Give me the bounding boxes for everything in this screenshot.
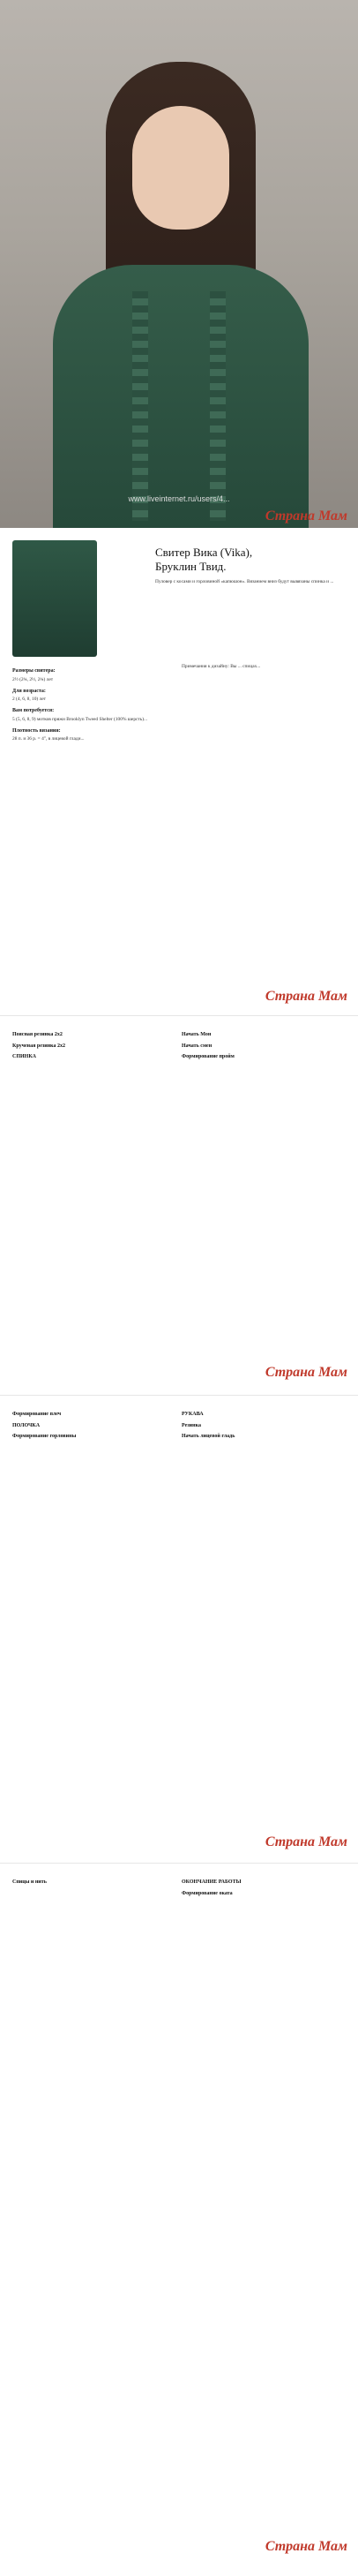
pattern-page-2 bbox=[0, 1021, 358, 1391]
section-heading: Резинка bbox=[182, 1422, 201, 1428]
materials-text: 5 (5, 6, 8, 9) мотков пряжи Brooklyn Tweed Shelter (100% шерсть)... bbox=[12, 716, 148, 722]
sizes-text: 2½ (2¾, 2½, 2¾) лет bbox=[12, 676, 54, 682]
section-heading: РУКАВА bbox=[182, 1412, 204, 1417]
section-heading: Формирование пройм bbox=[182, 1054, 235, 1060]
ages-heading: Для возраста: bbox=[12, 688, 46, 694]
ages-text: 2 (4, 6, 8, 10) лет bbox=[12, 697, 46, 703]
sweater-thumbnail bbox=[12, 540, 97, 657]
divider bbox=[0, 1395, 358, 1396]
watermark: Страна Мам bbox=[265, 1365, 347, 1380]
pattern-page-4 bbox=[0, 1868, 358, 2565]
section-heading: Формирование окатa bbox=[182, 1890, 233, 1896]
watermark: Страна Мам bbox=[265, 2539, 347, 2554]
design-notes: Примечания к дизайну: Вы ... спицах... bbox=[182, 664, 261, 669]
section-heading: Формирование горловины bbox=[12, 1434, 77, 1440]
section-heading: Начать лицевой гладь bbox=[182, 1434, 235, 1440]
section-heading: Формирование плеч bbox=[12, 1412, 62, 1417]
section-heading: Начать смен bbox=[182, 1043, 213, 1049]
pattern-title: Свитер Вика (Vika), Бруклин Твид. bbox=[155, 546, 253, 573]
density-text: 28 п. и 36 р. = 4", в лицевой глади... bbox=[12, 736, 85, 742]
sizes-heading: Размеры свитера: bbox=[12, 668, 56, 674]
child-face bbox=[132, 106, 229, 230]
divider bbox=[0, 1015, 358, 1016]
section-heading: ОКОНЧАНИЕ РАБОТЫ bbox=[182, 1879, 242, 1885]
green-sweater bbox=[53, 265, 309, 528]
section-heading: Начать Мон bbox=[182, 1032, 212, 1037]
section-heading: Крученая резинка 2х2 bbox=[12, 1043, 66, 1049]
materials-heading: Вам потребуется: bbox=[12, 708, 55, 714]
hero-photo bbox=[0, 0, 358, 528]
watermark: Страна Мам bbox=[265, 989, 347, 1004]
section-heading: Спицы и нить bbox=[12, 1879, 47, 1885]
density-heading: Плотность вязания: bbox=[12, 727, 61, 734]
pattern-page-3 bbox=[0, 1400, 358, 1859]
divider bbox=[0, 1863, 358, 1864]
pattern-page-1 bbox=[0, 535, 358, 1012]
intro-text: Пуловер с косами и горловиной «капюшон». Вязанием вниз будут вывязаны спинка и ... bbox=[155, 579, 334, 584]
section-heading: СПИНКА bbox=[12, 1054, 37, 1060]
watermark: Страна Мам bbox=[265, 1834, 347, 1849]
watermark: Страна Мам bbox=[265, 508, 347, 523]
section-heading: ПОЛОЧКА bbox=[12, 1422, 41, 1428]
photo-url: www.liveinternet.ru/users/4... bbox=[128, 494, 230, 503]
section-heading: Поясная резинка 2х2 bbox=[12, 1032, 63, 1037]
